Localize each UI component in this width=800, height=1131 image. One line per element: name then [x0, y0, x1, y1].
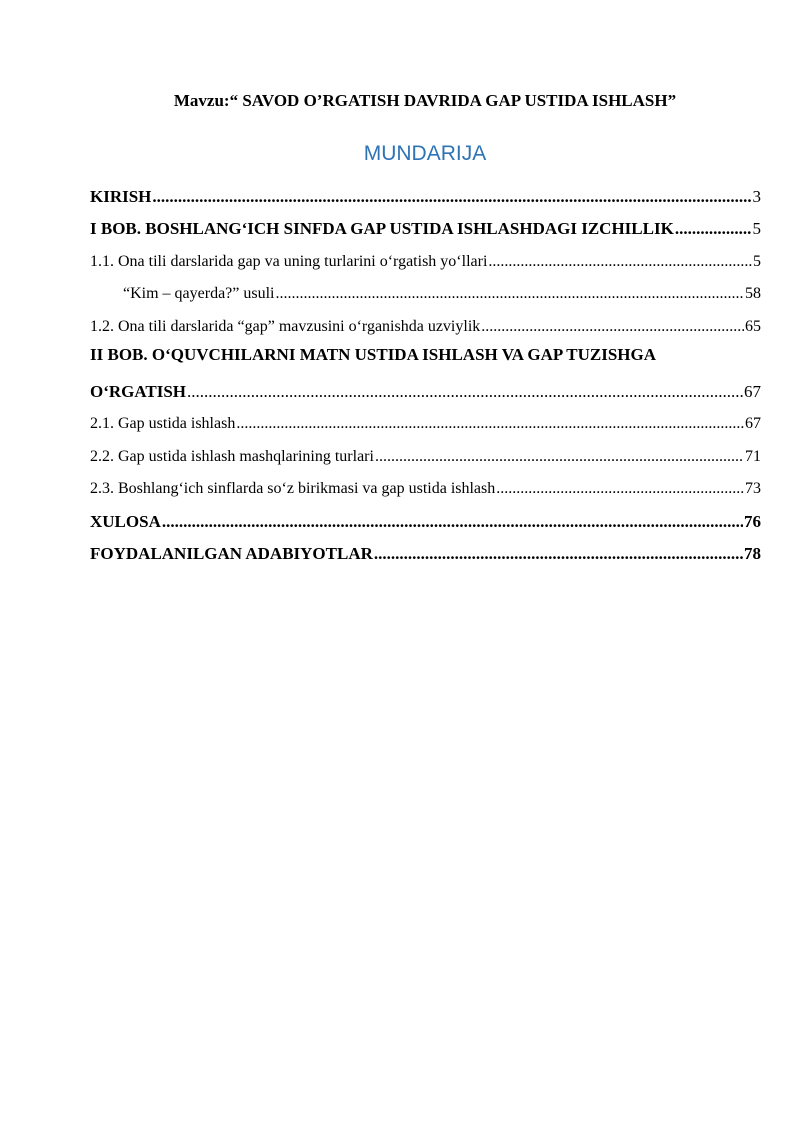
- toc-entry-section-1-1[interactable]: [90, 243, 761, 276]
- toc-entry-title: 1.1. Ona tili darslarida gap va uning turlarini o‘rgatish yo‘llari: [90, 252, 488, 270]
- toc-entry-title: XULOSA: [90, 511, 161, 531]
- toc-entry-kirish[interactable]: [90, 178, 761, 211]
- dot-leader: [481, 313, 744, 341]
- dot-leader: [496, 475, 744, 503]
- table-of-contents: [90, 178, 761, 568]
- toc-entry-page: 3: [752, 186, 761, 206]
- toc-entry-title: I BOB. BOSHLANG‘ICH SINFDA GAP USTIDA ISHLASHDAGI IZCHILLIK: [90, 219, 674, 238]
- toc-entry-title: II BOB. O‘QUVCHILARNI MATN USTIDA ISHLASH VA GAP TUZISHGA: [90, 344, 657, 364]
- dot-leader: [675, 215, 752, 243]
- document-title: Mavzu:“ SAVOD O’RGATISH DAVRIDA GAP USTIDA ISHLASH”: [173, 91, 677, 110]
- toc-entry-kim-qayerda[interactable]: [90, 276, 761, 309]
- toc-entry-xulosa[interactable]: [90, 503, 761, 536]
- toc-entry-title: O‘RGATISH: [90, 381, 187, 401]
- toc-entry-page: 67: [744, 381, 761, 401]
- toc-entry-section-1-2[interactable]: [90, 308, 761, 341]
- toc-entry-page: 58: [745, 285, 761, 302]
- toc-entry-section-2-2[interactable]: [90, 438, 761, 471]
- toc-heading: MUNDARIJA: [363, 142, 487, 165]
- toc-entry-page: 78: [744, 544, 761, 563]
- dot-leader: [276, 280, 745, 308]
- toc-entry-title: 2.1. Gap ustida ishlash: [90, 415, 236, 432]
- dot-leader: [162, 508, 743, 536]
- toc-entry-page: 71: [745, 447, 761, 465]
- toc-entry-title: 1.2. Ona tili darslarida “gap” mavzusini o‘rganishda uzviylik: [90, 317, 481, 335]
- toc-entry-chapter-2-line2[interactable]: [90, 373, 761, 406]
- toc-entry-chapter-2-line1[interactable]: [90, 341, 761, 374]
- dot-leader: [488, 248, 752, 276]
- dot-leader: [375, 443, 744, 471]
- toc-entry-title: 2.2. Gap ustida ishlash mashqlarining turlari: [90, 447, 374, 465]
- toc-entry-title: FOYDALANILGAN ADABIYOTLAR: [90, 544, 373, 563]
- dot-leader: [236, 410, 744, 438]
- toc-entry-title: “Kim – qayerda?” usuli: [123, 285, 275, 302]
- toc-entry-title: 2.3. Boshlang‘ich sinflarda so‘z birikmasi va gap ustida ishlash: [90, 480, 496, 497]
- toc-entry-section-2-1[interactable]: [90, 406, 761, 439]
- dot-leader: [152, 183, 751, 211]
- toc-entry-page: 65: [745, 317, 761, 335]
- toc-entry-page: 67: [745, 415, 761, 432]
- toc-entry-page: 5: [752, 219, 761, 238]
- toc-entry-page: 76: [744, 511, 761, 531]
- toc-entry-title: KIRISH: [90, 186, 152, 206]
- toc-entry-section-2-3[interactable]: [90, 471, 761, 504]
- toc-entry-adabiyotlar[interactable]: [90, 536, 761, 569]
- toc-entry-page: 5: [753, 252, 761, 270]
- dot-leader: [187, 378, 743, 406]
- toc-entry-page: 73: [745, 480, 761, 497]
- toc-entry-chapter-1[interactable]: [90, 211, 761, 244]
- dot-leader: [374, 540, 743, 568]
